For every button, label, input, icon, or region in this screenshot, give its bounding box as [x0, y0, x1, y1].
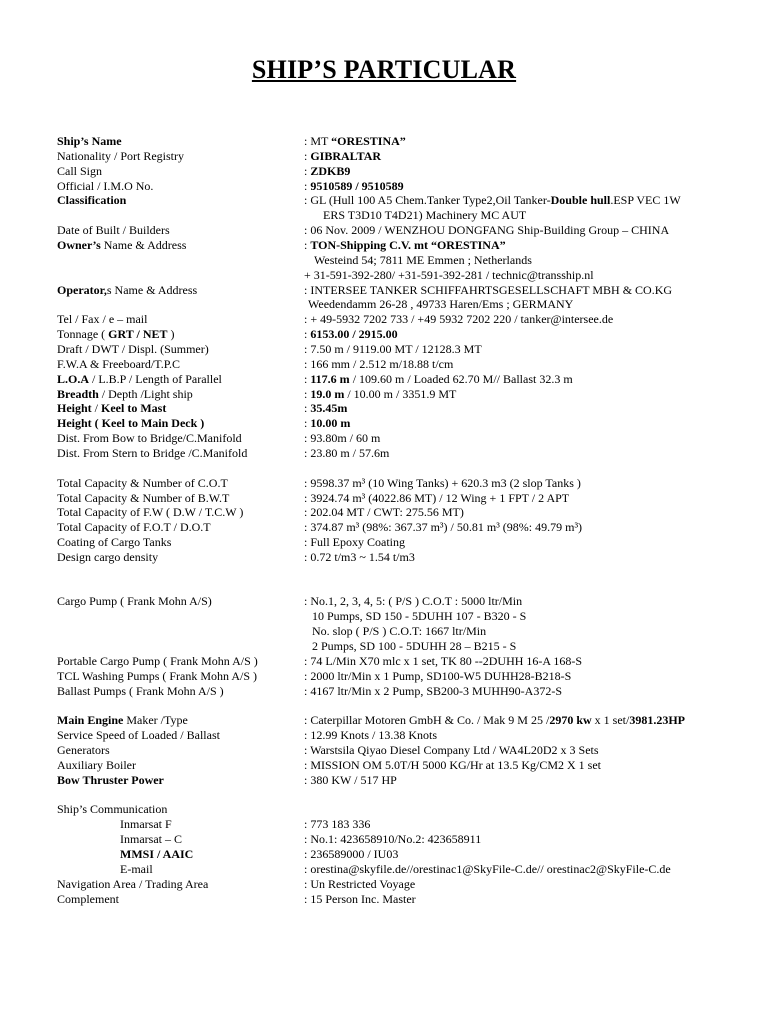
label: E-mail — [120, 862, 153, 876]
value: : GIBRALTAR — [304, 149, 382, 163]
label: Inmarsat – C — [120, 832, 182, 846]
label: Tel / Fax / e – mail — [57, 312, 148, 326]
label: TCL Washing Pumps ( Frank Mohn A/S ) — [57, 669, 258, 683]
label: Bow Thruster Power — [57, 773, 164, 787]
cargo-pump-detail-1: 10 Pumps, SD 150 - 5DUHH 107 - B320 - S — [312, 609, 527, 623]
label: MMSI / AAIC — [120, 847, 194, 861]
label: Dist. From Stern to Bridge /C.Manifold — [57, 446, 248, 460]
label: Classification — [57, 193, 127, 207]
label: Nationality / Port Registry — [57, 149, 184, 163]
value: : 9598.37 m³ (10 Wing Tanks) + 620.3 m3 (2 slop Tanks ) — [304, 476, 581, 490]
value: : MT “ORESTINA” — [304, 134, 406, 148]
label: F.W.A & Freeboard/T.P.C — [57, 357, 181, 371]
value: : No.1: 423658910/No.2: 423658911 — [304, 832, 482, 846]
label: Cargo Pump ( Frank Mohn A/S) — [57, 594, 212, 608]
value: : 35.45m — [304, 401, 348, 415]
value: : 74 L/Min X70 mlc x 1 set, TK 80 --2DUHH 16-A 168-S — [304, 654, 583, 668]
value: : 12.99 Knots / 13.38 Knots — [304, 728, 438, 742]
label: Total Capacity & Number of B.W.T — [57, 491, 230, 505]
value: : 19.0 m / 10.00 m / 3351.9 MT — [304, 387, 457, 401]
value: : ZDKB9 — [304, 164, 351, 178]
value: : orestina@skyfile.de//orestinac1@SkyFile-C.de// orestinac2@SkyFile-C.de — [304, 862, 671, 876]
value: : Un Restricted Voyage — [304, 877, 416, 891]
value: : 93.80m / 60 m — [304, 431, 381, 445]
page-title: SHIP’S PARTICULAR — [251, 55, 517, 84]
value: : 117.6 m / 109.60 m / Loaded 62.70 M// Ballast 32.3 m — [304, 372, 573, 386]
label: Complement — [57, 892, 119, 906]
value: : MISSION OM 5.0T/H 5000 KG/Hr at 13.5 Kg/CM2 X 1 set — [304, 758, 601, 772]
operator-address: Weedendamm 26-28 , 49733 Haren/Ems ; GERMANY — [308, 297, 574, 311]
value: : 380 KW / 517 HP — [304, 773, 397, 787]
label: Breadth / Depth /Light ship — [57, 387, 193, 401]
label: Navigation Area / Trading Area — [57, 877, 209, 891]
label: Operator,s Name & Address — [57, 283, 198, 297]
value: : 374.87 m³ (98%: 367.37 m³) / 50.81 m³ (98%: 49.79 m³) — [304, 520, 583, 534]
value: : 06 Nov. 2009 / WENZHOU DONGFANG Ship-Building Group – CHINA — [304, 223, 670, 237]
label: Tonnage ( GRT / NET ) — [57, 327, 175, 341]
label: Ship’s Name — [57, 134, 122, 148]
classification-continuation: ERS T3D10 T4D21) Machinery MC AUT — [323, 208, 527, 222]
value: : 773 183 336 — [304, 817, 371, 831]
value: : 3924.74 m³ (4022.86 MT) / 12 Wing + 1 FPT / 2 APT — [304, 491, 570, 505]
label: Dist. From Bow to Bridge/C.Manifold — [57, 431, 242, 445]
label: L.O.A / L.B.P / Length of Parallel — [57, 372, 222, 386]
value: : 15 Person Inc. Master — [304, 892, 416, 906]
label: Height / Keel to Mast — [57, 401, 167, 415]
label: Portable Cargo Pump ( Frank Mohn A/S ) — [57, 654, 258, 668]
value: : 2000 ltr/Min x 1 Pump, SD100-W5 DUHH28-B218-S — [304, 669, 572, 683]
label: Total Capacity of F.W ( D.W / T.C.W ) — [57, 505, 244, 519]
value: : 6153.00 / 2915.00 — [304, 327, 398, 341]
label: Service Speed of Loaded / Ballast — [57, 728, 220, 742]
value: : TON-Shipping C.V. mt “ORESTINA” — [304, 238, 506, 252]
value: : 236589000 / IU03 — [304, 847, 399, 861]
label: Date of Built / Builders — [57, 223, 170, 237]
value: : INTERSEE TANKER SCHIFFAHRTSGESELLSCHAFT MBH & CO.KG — [304, 283, 673, 297]
label: Main Engine Maker /Type — [57, 713, 188, 727]
label: Ship’s Communication — [57, 802, 168, 816]
label: Official / I.M.O No. — [57, 179, 154, 193]
label: Draft / DWT / Displ. (Summer) — [57, 342, 209, 356]
label: Total Capacity of F.O.T / D.O.T — [57, 520, 211, 534]
label: Generators — [57, 743, 110, 757]
label: Height ( Keel to Main Deck ) — [57, 416, 205, 430]
value: : 166 mm / 2.512 m/18.88 t/cm — [304, 357, 454, 371]
owner-contact: + 31-591-392-280/ +31-591-392-281 / technic@transship.nl — [304, 268, 594, 282]
value: : 202.04 MT / CWT: 275.56 MT) — [304, 505, 464, 519]
label: Total Capacity & Number of C.O.T — [57, 476, 228, 490]
value: : Warstsila Qiyao Diesel Company Ltd / WA4L20D2 x 3 Sets — [304, 743, 599, 757]
value: : Full Epoxy Coating — [304, 535, 406, 549]
label: Owner’s Name & Address — [57, 238, 187, 252]
cargo-pump-detail-2: No. slop ( P/S ) C.O.T: 1667 ltr/Min — [312, 624, 487, 638]
label: Inmarsat F — [120, 817, 172, 831]
label: Coating of Cargo Tanks — [57, 535, 172, 549]
value: : 23.80 m / 57.6m — [304, 446, 390, 460]
owner-address: Westeind 54; 7811 ME Emmen ; Netherlands — [314, 253, 532, 267]
value: : Caterpillar Motoren GmbH & Co. / Mak 9 M 25 /2970 kw x 1 set/3981.23HP — [304, 713, 685, 727]
value: : 0.72 t/m3 ~ 1.54 t/m3 — [304, 550, 415, 564]
cargo-pump-detail-3: 2 Pumps, SD 100 - 5DUHH 28 – B215 - S — [312, 639, 517, 653]
value: : + 49-5932 7202 733 / +49 5932 7202 220 / tanker@intersee.de — [304, 312, 614, 326]
value: : 4167 ltr/Min x 2 Pump, SB200-3 MUHH90-A372-S — [304, 684, 563, 698]
value: : 9510589 / 9510589 — [304, 179, 404, 193]
label: Auxiliary Boiler — [57, 758, 136, 772]
label: Ballast Pumps ( Frank Mohn A/S ) — [57, 684, 224, 698]
value: : 10.00 m — [304, 416, 351, 430]
value: : GL (Hull 100 A5 Chem.Tanker Type2,Oil Tanker-Double hull.ESP VEC 1W — [304, 193, 681, 207]
value: : No.1, 2, 3, 4, 5: ( P/S ) C.O.T : 5000 ltr/Min — [304, 594, 523, 608]
label: Design cargo density — [57, 550, 159, 564]
value: : 7.50 m / 9119.00 MT / 12128.3 MT — [304, 342, 482, 356]
label: Call Sign — [57, 164, 103, 178]
